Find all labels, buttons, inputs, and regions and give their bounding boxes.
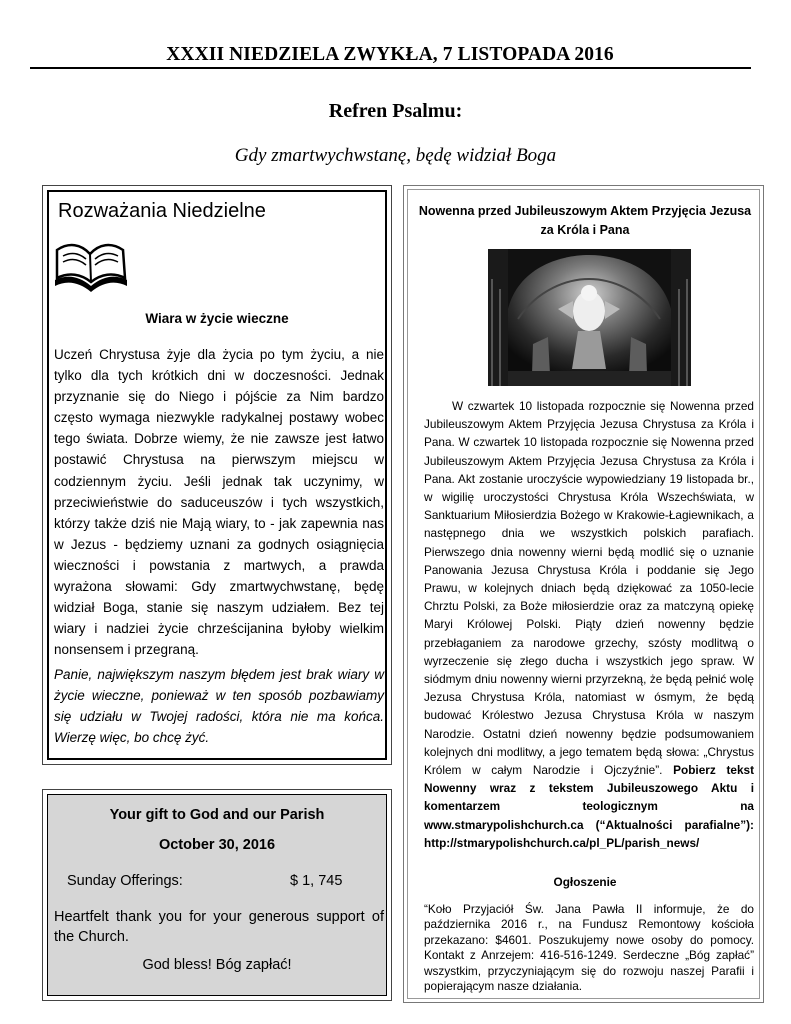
reflection-prayer: Panie, największym naszym błędem jest brak wiary w życie wieczne, ponieważ w ten sposób pozbawiamy się udziału w Twojej radości, która nie ma końca. Wierzę więc, bo chcę żyć. <box>54 667 384 746</box>
basilica-mosaic-image <box>488 249 691 386</box>
novena-body <box>424 397 754 852</box>
offerings-label: Sunday Offerings: <box>67 873 183 889</box>
gift-thanks: Heartfelt thank you for your generous support of the Church. <box>54 909 384 945</box>
announcement-title: Ogłoszenie <box>553 875 617 889</box>
announcement-body: “Koło Przyjaciół Św. Jana Pawła II informuje, że do października 2016 r., na Fundusz Remontowy kościoła przekazano: $4601. Poszukujemy nowe osoby do pomocy. Kontakt z Anrzejem: 416-516-1249. Serdeczne „Bóg zapłać” wszystkim, przyczyniającym się do rozwoju naszej Parafii i popierającym nasze działania. <box>424 902 754 994</box>
reflection-title: Rozważania Niedzielne <box>58 200 266 222</box>
page-title: XXXII NIEDZIELA ZWYKŁA, 7 LISTOPADA 2016 <box>166 44 614 65</box>
reflection-subtitle: Wiara w życie wieczne <box>145 311 289 326</box>
novena-title: Nowenna przed Jubileuszowym Aktem Przyjęcia Jezusa za Króla i Pana <box>418 204 752 237</box>
reflection-body: Uczeń Chrystusa żyje dla życia po tym życiu, a nie tylko dla tych krótkich dni w doczesności. Jednak przyznanie się do Niego i pójście za Nim bardzo często wymaga niezwykle radykalnej postawy wobec tego świata. Dobrze wiemy, że nie zawsze jest łatwo postawić Chrystusa na pierwszym miejscu w codziennym życiu. Jeśli jednak tak uczynimy, w przeciwieństwie do saduceuszów i tych wszystkich, którzy także dziś nie Mają wiary, to - jak zapewnia nas w Jezus - będziemy uznani za godnych osiągnięcia wieczności i powstania z martwych, a prawda wyrażona słowami: Gdy zmartwychwstanę, będę widział Boga, stanie się naszym udziałem. Bez tej wiary i nadziei życie chrześcijanina byłoby wielkim nonsensem i przegraną. <box>54 347 384 658</box>
novena-download-text: Pobierz tekst Nowenny wraz z tekstem Jubileuszowego Aktu i komentarzem teologicznym na www.stmarypolishchurch.ca (“Aktualności parafialne”): http://stmarypolishchurch.ca/pl_PL/parish_news/ <box>424 763 754 850</box>
header-divider <box>30 67 751 69</box>
gift-date: October 30, 2016 <box>158 837 276 853</box>
open-book-icon <box>51 238 129 300</box>
novena-body-text: W czwartek 10 listopada rozpocznie się Nowenna przed Jubileuszowym Aktem Przyjęcia Jezusa Chrystusa za Króla i Pana. W czwartek 10 listopada rozpocznie się Nowenna przed Jubileuszowym Aktem Przyjęcia Jezusa Chrystusa za Króla i Pana. Akt zostanie uroczyście wypowiedziany 19 listopada br., w wigilię uroczystości Chrystusa Króla Wszechświata, w Sanktuarium Miłosierdzia Bożego w Krakowie-Łagiewnikach, a następnego dnia we wszystkich polskich parafiach. Pierwszego dnia nowenny wierni będą modlić się o uznanie Panowania Jezusa Chrystusa Króla i poddanie się Jego Prawu, w kolejnych dniach będą dziękować za 1050-lecie Chrztu Polski, za Boże miłosierdzie oraz za matczyną opiekę Maryi Królowej Polski. Piąty dzień nowenny będzie przebłaganiem za narodowe grzechy, szósty modlitwą o wyrzeczenie się złego ducha i wszystkich jego spraw. W siódmym dniu nowenny wierni przyrzekną, że będą pełnić wolę Jezusa Chrystusa Króla, natomiast w ósmym, że będą budować Królestwo Jezusa Chrystusa Króla w naszym Narodzie. Ostatni dzień nowenny będzie podsumowaniem kolejnych dni modlitwy, a jego tematem będą słowa: „Chrystus Królem w całym Narodzie i Ojczyźnie”. <box>424 399 754 778</box>
gift-title: Your gift to God and our Parish <box>109 807 325 823</box>
psalm-refrain: Gdy zmartwychwstanę, będę widział Boga <box>234 145 557 166</box>
offerings-value: $ 1, 745 <box>290 873 343 889</box>
psalm-heading: Refren Psalmu: <box>328 100 463 122</box>
gift-blessing: God bless! Bóg zapłać! <box>142 957 292 973</box>
